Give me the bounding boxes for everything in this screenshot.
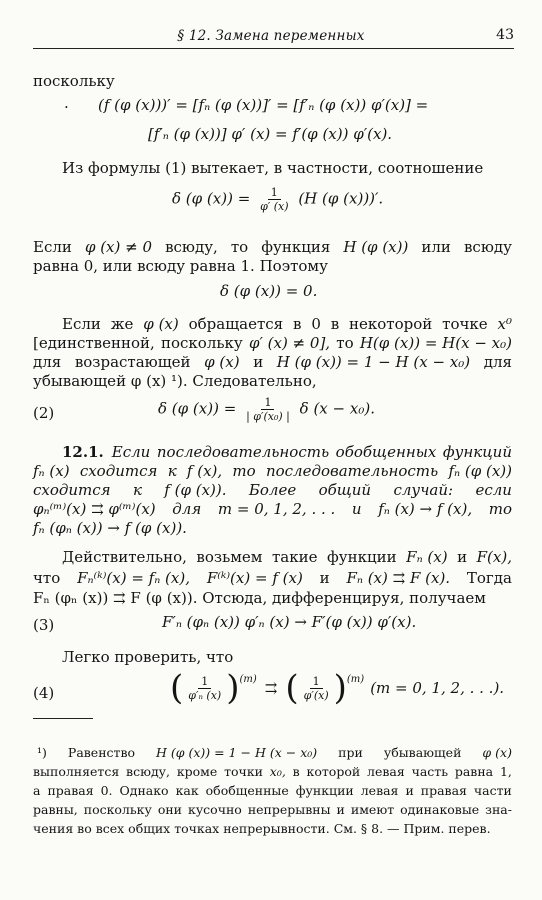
word: fₙ (x) → f (x), bbox=[378, 500, 473, 518]
word: и bbox=[405, 783, 414, 798]
footnote-line bbox=[33, 745, 512, 760]
word: функции bbox=[327, 548, 397, 566]
word: Fₙ (x) bbox=[406, 548, 448, 566]
word: то bbox=[232, 462, 256, 480]
equation-2 bbox=[158, 396, 375, 423]
word: поскольку bbox=[161, 334, 243, 352]
uniform-convergence-arrow: ⇉ bbox=[264, 679, 278, 697]
word: сходится bbox=[33, 481, 111, 499]
theorem-line bbox=[33, 500, 512, 518]
word: в bbox=[292, 764, 300, 779]
text-line: Легко проверить, что bbox=[62, 648, 234, 666]
text-line: Fₙ (φₙ (x)) ⇉ F (φ (x)). Отсюда, дифференцируя, получаем bbox=[33, 589, 486, 607]
word: 0 bbox=[311, 315, 321, 333]
word: правая bbox=[420, 783, 467, 798]
header-rule bbox=[33, 48, 514, 49]
word: ¹) bbox=[37, 745, 47, 760]
fraction bbox=[301, 675, 332, 702]
word: φ (x) bbox=[204, 353, 240, 371]
word: которой bbox=[306, 764, 361, 779]
word: и bbox=[351, 500, 362, 518]
word: выполняется bbox=[33, 764, 120, 779]
bullet-mark: · bbox=[64, 98, 69, 116]
word: φ (x) bbox=[482, 745, 512, 760]
word: непрерывны bbox=[247, 802, 331, 817]
fraction-denominator: φ′ (x) bbox=[260, 200, 289, 213]
word: Fₙ (x) ⇉ F (x). bbox=[346, 569, 451, 587]
word: возрастающей bbox=[74, 353, 191, 371]
word: части bbox=[473, 783, 512, 798]
footnote-line: чения во всех общих точках непрерывности. См. § 8. — Прим. перев. bbox=[33, 821, 491, 836]
theorem-line bbox=[33, 481, 512, 499]
word: H (φ (x)) = 1 − H (x − x₀) bbox=[156, 745, 318, 760]
word: для bbox=[483, 353, 512, 371]
word: и bbox=[336, 802, 345, 817]
word: в bbox=[330, 315, 340, 333]
word: левая bbox=[360, 783, 399, 798]
word: Если bbox=[62, 315, 101, 333]
page-number: 43 bbox=[496, 27, 514, 43]
text-line: убывающей φ (x) ¹). Следовательно, bbox=[33, 372, 317, 390]
word: для bbox=[172, 500, 202, 518]
text-line-justified bbox=[33, 569, 512, 587]
fraction-numerator: 1 bbox=[198, 675, 211, 689]
word: [единственной, bbox=[33, 334, 155, 352]
word: Если bbox=[33, 238, 72, 256]
theorem-line: fₙ (φₙ (x)) → f (φ (x)). bbox=[33, 519, 187, 537]
fraction bbox=[243, 396, 293, 423]
footnote-line bbox=[33, 764, 512, 779]
word: левая bbox=[367, 764, 405, 779]
text-line-justified bbox=[33, 353, 512, 371]
word: к bbox=[167, 462, 177, 480]
equation-4 bbox=[170, 668, 504, 708]
word: точке bbox=[442, 315, 488, 333]
theorem-number: 12.1. bbox=[62, 443, 104, 461]
word: Fₙ⁽ᵏ⁾(x) = fₙ (x), bbox=[77, 569, 190, 587]
footnote-line bbox=[33, 802, 512, 817]
word: сходится bbox=[79, 462, 158, 480]
word: зна- bbox=[485, 802, 512, 817]
word: φₙ⁽ᵐ⁾(x) ⇉ φ⁽ᵐ⁾(x) bbox=[33, 500, 156, 518]
word: всюду, bbox=[126, 764, 170, 779]
word: всюду bbox=[463, 238, 512, 256]
equation-label: (4) bbox=[33, 684, 55, 702]
word: же bbox=[110, 315, 134, 333]
word: то bbox=[336, 334, 354, 352]
equation-line: δ (φ (x)) = 0. bbox=[220, 282, 318, 300]
word: 0. bbox=[100, 783, 113, 798]
running-header: § 12. Замена переменных bbox=[177, 28, 365, 44]
word: Более bbox=[248, 481, 297, 499]
fraction-denominator: φ′ₙ (x) bbox=[188, 688, 222, 702]
fraction-denominator: φ′(x) bbox=[303, 688, 329, 702]
word: fₙ (φ (x)) bbox=[448, 462, 512, 480]
word: функции bbox=[295, 783, 354, 798]
word: то bbox=[488, 500, 512, 518]
word: общий bbox=[318, 481, 372, 499]
text-line: равна 0, или всюду равна 1. Поэтому bbox=[33, 257, 328, 275]
word: а bbox=[33, 783, 41, 798]
word: при bbox=[338, 745, 363, 760]
word: x₀, bbox=[269, 764, 286, 779]
equation-line: (f (φ (x)))′ = [fₙ (φ (x))]′ = [f′ₙ (φ (x)) φ′(x)] = bbox=[98, 96, 429, 114]
word: поскольку bbox=[83, 802, 152, 817]
word: всюду, bbox=[165, 238, 218, 256]
word: то bbox=[230, 238, 249, 256]
fraction bbox=[257, 186, 291, 213]
word: случай: bbox=[393, 481, 454, 499]
word: f (x), bbox=[186, 462, 223, 480]
right-paren: ) bbox=[333, 668, 347, 708]
word: x⁰ bbox=[497, 315, 512, 333]
word: правая bbox=[47, 783, 94, 798]
word: такие bbox=[272, 548, 318, 566]
fraction-numerator: 1 bbox=[261, 396, 274, 410]
fraction-numerator: 1 bbox=[268, 186, 281, 200]
equation-label: (3) bbox=[33, 616, 55, 634]
footnote-line bbox=[33, 783, 512, 798]
word: φ′ (x) ≠ 0], bbox=[248, 334, 331, 352]
superscript: (m) bbox=[346, 674, 365, 685]
word: H (φ (x)) bbox=[343, 238, 409, 256]
fraction-denominator: | φ′(x₀) | bbox=[246, 410, 290, 423]
word: функция bbox=[261, 238, 331, 256]
word: Равенство bbox=[67, 745, 136, 760]
word: f (φ (x)). bbox=[164, 481, 227, 499]
theorem-line bbox=[62, 443, 512, 461]
text-line-justified bbox=[62, 548, 512, 566]
fraction bbox=[185, 675, 224, 702]
word: F(x), bbox=[476, 548, 512, 566]
word: они bbox=[157, 802, 183, 817]
word: 1, bbox=[499, 764, 512, 779]
word: равна bbox=[454, 764, 494, 779]
word: одинаковые bbox=[400, 802, 480, 817]
theorem-line bbox=[33, 462, 512, 480]
word: некоторой bbox=[349, 315, 433, 333]
footnote-rule bbox=[33, 718, 93, 719]
equation-label: (2) bbox=[33, 404, 55, 422]
word: что bbox=[33, 569, 61, 587]
word: как bbox=[175, 783, 199, 798]
word: точки bbox=[224, 764, 263, 779]
theorem-text: Если последовательность обобщенных функций bbox=[111, 443, 512, 461]
word: Однако bbox=[119, 783, 169, 798]
equation-tail: (m = 0, 1, 2, . . .). bbox=[370, 679, 505, 697]
word: Тогда bbox=[466, 569, 512, 587]
word: обращается bbox=[188, 315, 284, 333]
equation-left: δ (φ (x)) = bbox=[158, 399, 237, 418]
word: fₙ (x) bbox=[33, 462, 70, 480]
equation-1 bbox=[172, 186, 383, 213]
word: к bbox=[132, 481, 142, 499]
superscript: (m) bbox=[239, 674, 257, 685]
word: часть bbox=[411, 764, 449, 779]
left-paren: ( bbox=[285, 668, 299, 708]
word: m = 0, 1, 2, . . . bbox=[217, 500, 336, 518]
word: в bbox=[293, 315, 302, 333]
word: обобщенные bbox=[205, 783, 289, 798]
right-paren: ) bbox=[226, 668, 240, 708]
word: или bbox=[421, 238, 451, 256]
word: φ (x) ≠ 0 bbox=[84, 238, 153, 256]
word: H (φ (x)) = 1 − H (x − x₀) bbox=[276, 353, 471, 371]
text-line-justified bbox=[62, 315, 512, 333]
text-line-justified bbox=[33, 334, 512, 352]
equation-3: F′ₙ (φₙ (x)) φ′ₙ (x) → F′(φ (x)) φ′(x). bbox=[162, 613, 417, 631]
fraction-numerator: 1 bbox=[310, 675, 323, 689]
word: φ (x) bbox=[143, 315, 179, 333]
word: Действительно, bbox=[62, 548, 187, 566]
word: F⁽ᵏ⁾(x) = f (x) bbox=[206, 569, 303, 587]
word: последовательность bbox=[265, 462, 439, 480]
word: равны, bbox=[33, 802, 78, 817]
word: и bbox=[319, 569, 330, 587]
word: для bbox=[33, 353, 62, 371]
word: и bbox=[457, 548, 468, 566]
equation-right: (H (φ (x)))′. bbox=[298, 189, 384, 208]
equation-line: [f′ₙ (φ (x))] φ′ (x) = f′(φ (x)) φ′(x). bbox=[148, 125, 393, 143]
equation-right: δ (x − x₀). bbox=[299, 399, 375, 418]
word: кроме bbox=[176, 764, 218, 779]
text-line-justified bbox=[33, 238, 512, 256]
word: кусочно bbox=[188, 802, 242, 817]
word: убывающей bbox=[383, 745, 462, 760]
equation-left: δ (φ (x)) = bbox=[172, 189, 251, 208]
text-line: поскольку bbox=[33, 72, 115, 90]
word: возьмем bbox=[196, 548, 263, 566]
left-paren: ( bbox=[170, 668, 184, 708]
word: и bbox=[253, 353, 264, 371]
word: если bbox=[475, 481, 512, 499]
word: H(φ (x)) = H(x − x₀) bbox=[359, 334, 512, 352]
word: имеют bbox=[350, 802, 395, 817]
text-line: Из формулы (1) вытекает, в частности, соотношение bbox=[62, 159, 484, 177]
